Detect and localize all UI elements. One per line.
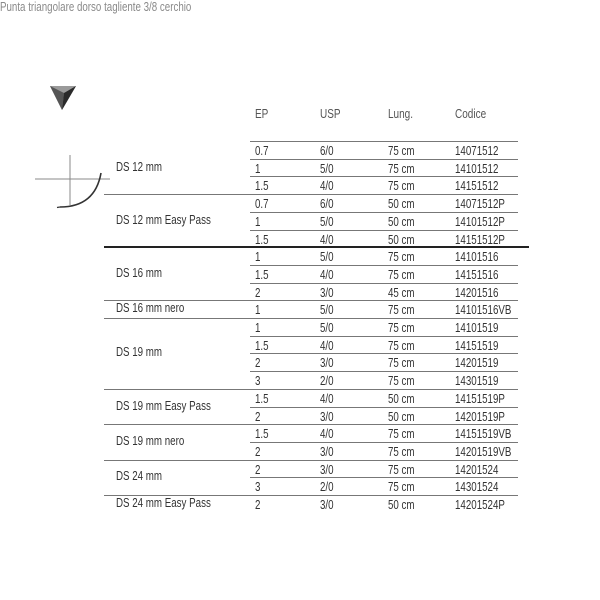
table-row [0, 265, 600, 283]
cell-lung: 75 cm [388, 462, 415, 477]
row-divider [250, 300, 518, 301]
cell-lung: 75 cm [388, 321, 415, 335]
cell-ep: 1.5 [255, 391, 269, 406]
cell-code: 14301519 [455, 374, 499, 389]
cell-lung: 75 cm [388, 161, 415, 176]
cell-usp: 2/0 [320, 374, 334, 389]
cell-ep: 1.5 [255, 427, 269, 442]
cell-usp: 4/0 [320, 267, 334, 282]
cell-ep: 3 [255, 480, 261, 495]
row-divider [250, 212, 518, 213]
header-lung: Lung. [388, 107, 414, 121]
table-row [0, 141, 600, 159]
cell-lung: 50 cm [388, 197, 415, 212]
row-divider [250, 389, 518, 390]
cell-lung: 50 cm [388, 391, 415, 406]
table-row [0, 407, 600, 425]
table-row [0, 212, 600, 230]
cell-usp: 4/0 [320, 179, 334, 194]
table-row [0, 247, 600, 265]
table-row [0, 283, 600, 301]
cell-code: 14151512 [455, 179, 499, 194]
row-divider [250, 336, 518, 337]
cell-code: 14071512P [455, 197, 505, 212]
table-row [0, 460, 600, 478]
cell-ep: 1 [255, 321, 261, 335]
cell-lung: 75 cm [388, 179, 415, 194]
table-row [0, 159, 600, 177]
cell-ep: 2 [255, 444, 261, 459]
cell-code: 14151516 [455, 267, 499, 282]
cell-ep: 1.5 [255, 232, 269, 247]
header-ep: EP [255, 107, 269, 121]
table-row [0, 300, 600, 318]
group-label: DS 19 mm nero [116, 433, 185, 448]
cell-lung: 75 cm [388, 144, 415, 158]
group-label: DS 19 mm Easy Pass [116, 398, 211, 413]
cell-usp: 3/0 [320, 462, 334, 477]
cell-lung: 50 cm [388, 409, 415, 424]
cell-code: 14301524 [455, 480, 499, 495]
cell-usp: 3/0 [320, 356, 334, 371]
cell-ep: 1 [255, 161, 261, 176]
table-row [0, 318, 600, 336]
row-divider [250, 477, 518, 478]
cell-ep: 2 [255, 356, 261, 371]
cell-ep: 1.5 [255, 338, 269, 353]
cell-code: 14201519P [455, 409, 505, 424]
row-divider [250, 318, 518, 319]
cell-usp: 3/0 [320, 498, 334, 512]
group-label: DS 16 mm nero [116, 301, 185, 316]
row-divider [250, 230, 518, 231]
cell-ep: 2 [255, 285, 261, 300]
cell-code: 14101512 [455, 161, 499, 176]
cell-lung: 75 cm [388, 480, 415, 495]
cell-ep: 1 [255, 250, 261, 265]
cell-ep: 2 [255, 409, 261, 424]
row-divider [250, 283, 518, 284]
cell-ep: 0.7 [255, 197, 269, 212]
group-label: DS 12 mm [116, 159, 163, 174]
cell-lung: 75 cm [388, 356, 415, 371]
row-divider [250, 194, 518, 195]
cell-code: 14101519 [455, 321, 499, 335]
cell-usp: 4/0 [320, 391, 334, 406]
cell-code: 14201524 [455, 462, 499, 477]
cell-lung: 75 cm [388, 338, 415, 353]
cell-usp: 4/0 [320, 338, 334, 353]
header-usp: USP [320, 107, 341, 121]
table-row [0, 230, 600, 248]
table-row [0, 176, 600, 194]
header-code: Codice [455, 107, 487, 121]
row-divider [250, 424, 518, 425]
group-label: DS 16 mm [116, 265, 163, 280]
cell-code: 14201524P [455, 498, 505, 512]
row-divider [104, 246, 529, 248]
row-divider [250, 353, 518, 354]
cell-code: 14151519VB [455, 427, 512, 442]
table-row [0, 371, 600, 389]
group-label: DS 24 mm Easy Pass [116, 495, 211, 510]
table-title: Punta triangolare dorso tagliente 3/8 cerchio [0, 0, 192, 14]
cell-code: 14201516 [455, 285, 499, 300]
table-row [0, 336, 600, 354]
cell-usp: 4/0 [320, 232, 334, 247]
row-divider [250, 460, 518, 461]
cell-usp: 5/0 [320, 250, 334, 265]
cell-ep: 1 [255, 214, 261, 229]
cell-lung: 75 cm [388, 267, 415, 282]
row-divider [250, 407, 518, 408]
cell-usp: 2/0 [320, 480, 334, 495]
cell-lung: 75 cm [388, 444, 415, 459]
table-row [0, 389, 600, 407]
cell-usp: 4/0 [320, 427, 334, 442]
cell-usp: 6/0 [320, 144, 334, 158]
cell-lung: 75 cm [388, 374, 415, 389]
cell-usp: 3/0 [320, 444, 334, 459]
cell-usp: 3/0 [320, 285, 334, 300]
row-divider [250, 371, 518, 372]
cell-lung: 50 cm [388, 214, 415, 229]
cell-code: 14071512 [455, 144, 499, 158]
cell-usp: 5/0 [320, 214, 334, 229]
cell-usp: 5/0 [320, 303, 334, 318]
row-divider [250, 141, 518, 142]
table-row [0, 194, 600, 212]
cell-code: 14201519 [455, 356, 499, 371]
cell-code: 14151519 [455, 338, 499, 353]
cell-code: 14151512P [455, 232, 505, 247]
cell-usp: 5/0 [320, 161, 334, 176]
table-row [0, 477, 600, 495]
table-row [0, 353, 600, 371]
table-row [0, 495, 600, 513]
group-label: DS 24 mm [116, 469, 163, 484]
cell-ep: 2 [255, 462, 261, 477]
cell-code: 14101516 [455, 250, 499, 265]
group-label: DS 12 mm Easy Pass [116, 212, 211, 227]
cell-code: 14151519P [455, 391, 505, 406]
group-label: DS 19 mm [116, 345, 163, 360]
row-divider [250, 495, 518, 496]
cell-code: 14201519VB [455, 444, 512, 459]
cell-lung: 75 cm [388, 427, 415, 442]
cell-usp: 6/0 [320, 197, 334, 212]
row-divider [250, 176, 518, 177]
row-divider [250, 442, 518, 443]
cell-ep: 1 [255, 303, 261, 318]
cell-code: 14101516VB [455, 303, 512, 318]
cell-lung: 50 cm [388, 232, 415, 247]
cell-ep: 1.5 [255, 267, 269, 282]
cell-usp: 5/0 [320, 321, 334, 335]
cell-ep: 3 [255, 374, 261, 389]
table-row [0, 424, 600, 442]
cell-ep: 0.7 [255, 144, 269, 158]
row-divider [250, 159, 518, 160]
cell-usp: 3/0 [320, 409, 334, 424]
cell-ep: 1.5 [255, 179, 269, 194]
cell-lung: 75 cm [388, 303, 415, 318]
row-divider [250, 265, 518, 266]
cell-lung: 75 cm [388, 250, 415, 265]
table-row [0, 442, 600, 460]
cell-ep: 2 [255, 498, 261, 512]
cell-lung: 50 cm [388, 498, 415, 512]
cell-code: 14101512P [455, 214, 505, 229]
cell-lung: 45 cm [388, 285, 415, 300]
